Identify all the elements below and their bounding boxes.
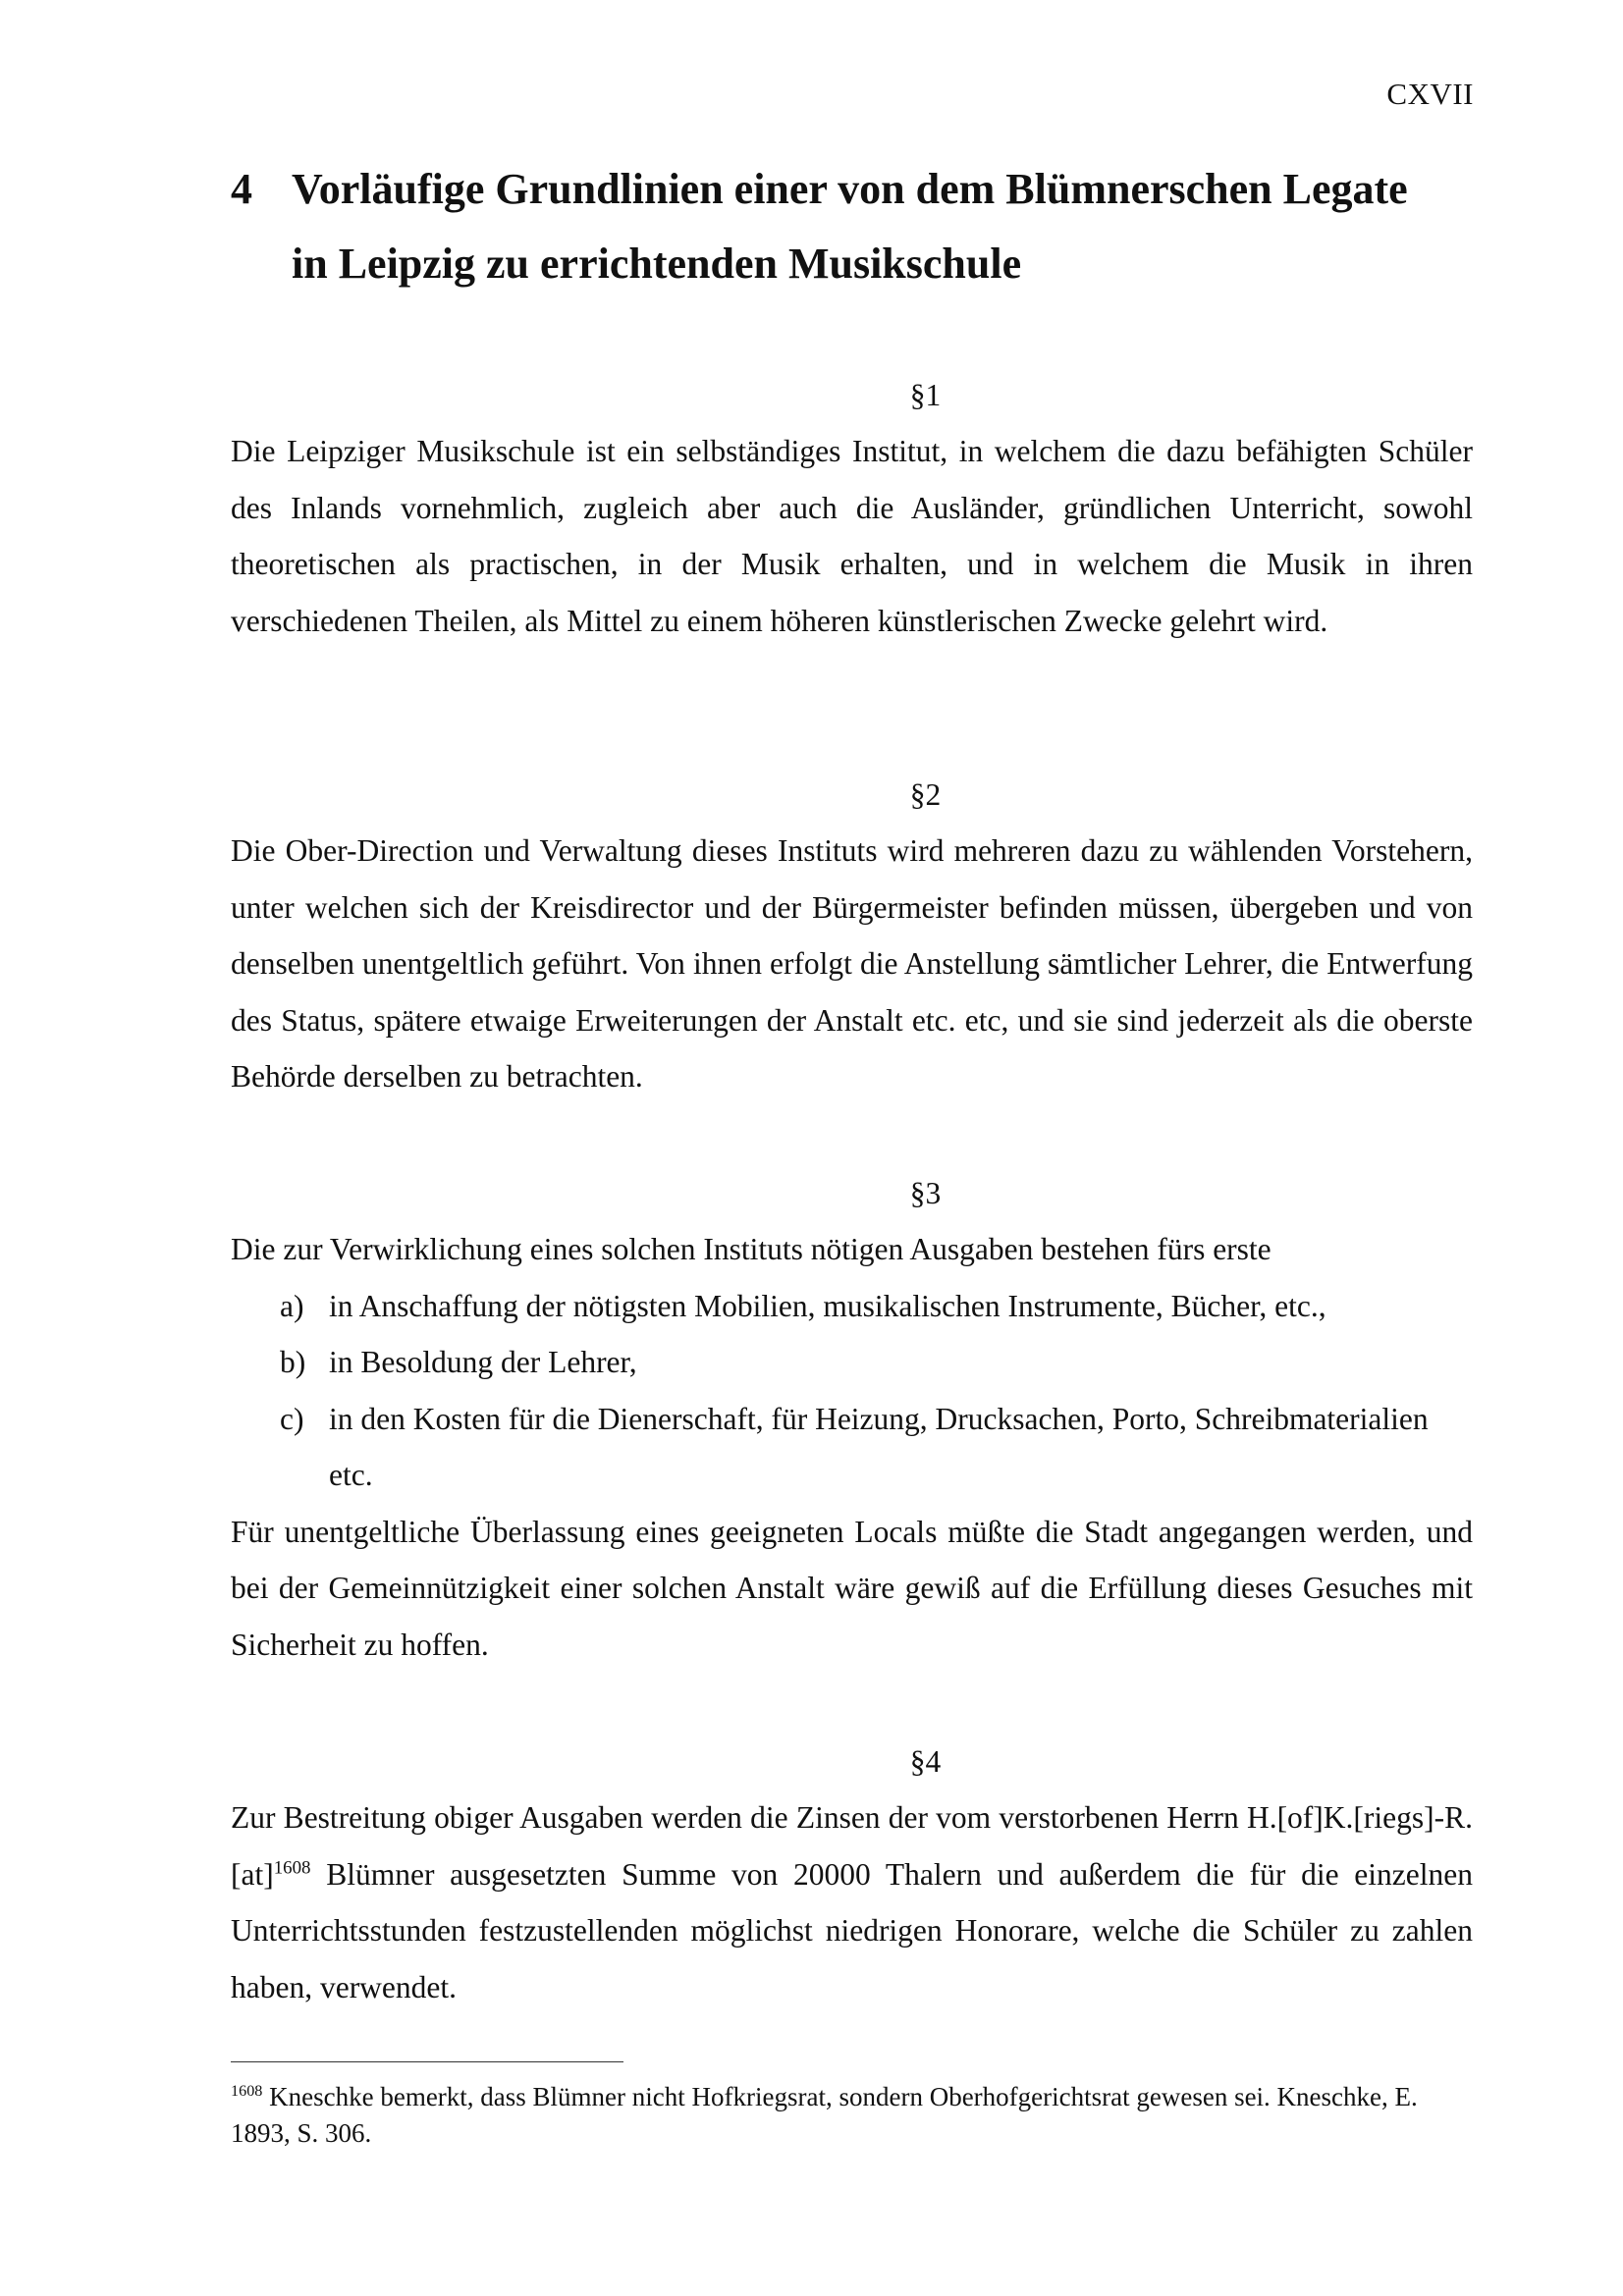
section-mark: §4 (909, 1744, 942, 1779)
chapter-heading (231, 152, 1458, 301)
footnote-number: 1608 (231, 2082, 263, 2100)
list-item (231, 1334, 1473, 1391)
section-text: Die Leipziger Musikschule ist ein selbständiges Institut, in welchem die dazu befähigten Schüler des Inlands vornehmlich, zugleich aber auch die Ausländer, gründlichen Unterricht, sowohl theoretischen als practischen, in der Musik erhalten, und in welchem die Musik in ihren verschiedenen Theilen, als Mittel zu einem höheren künstlerischen Zwecke gelehrt wird. (231, 434, 1473, 638)
chapter-number: 4 (231, 165, 252, 213)
section-4 (231, 1734, 1473, 2015)
list-item (231, 1278, 1473, 1335)
list-marker: a) (280, 1288, 304, 1323)
chapter-title-line-1: Vorläufige Grundlinien einer von dem Blümnerschen Legate (292, 165, 1408, 213)
section-3 (231, 1165, 1473, 1673)
section-text (231, 1789, 1473, 2015)
section-mark: §1 (909, 378, 942, 412)
section-text: Die Ober-Direction und Verwaltung dieses Instituts wird mehreren dazu zu wählenden Vorstehern, unter welchen sich der Kreisdirector und der Bürgermeister befinden müssen, übergeben und von denselben unentgeltlich geführt. Von ihnen erfolgt die Anstellung sämtlicher Lehrer, die Entwerfung des Status, spätere etwaige Erweiterungen der Anstalt etc. etc, und sie sind jederzeit als die oberste Behörde derselben zu betrachten. (231, 833, 1473, 1094)
section-text-part-2: Blümner ausgesetzten Summe von 20000 Thalern und außerdem die für die einzelnen Unterrichtsstunden festzustellenden möglichst niedrigen Honorare, welche die Schüler zu zahlen haben, verwendet. (231, 1856, 1473, 2004)
expense-list (231, 1278, 1473, 1504)
section-mark: §2 (909, 777, 942, 812)
list-item-text: in Anschaffung der nötigsten Mobilien, musikalischen Instrumente, Bücher, etc., (329, 1288, 1326, 1323)
footnote (231, 2079, 1473, 2152)
chapter-title-line-2: in Leipzig zu errichtenden Musikschule (292, 240, 1022, 288)
list-marker: c) (280, 1401, 304, 1436)
section-closing: Für unentgeltliche Überlassung eines geeigneten Locals müßte die Stadt angegangen werden, und bei der Gemeinnützigkeit einer solchen Anstalt wäre gewiß auf die Erfüllung dieses Gesuches mit Sicherheit zu hoffen. (231, 1514, 1473, 1662)
section-mark: §3 (909, 1176, 942, 1210)
section-2 (231, 767, 1473, 1105)
page-number: CXVII (1386, 77, 1474, 111)
list-item-text: in Besoldung der Lehrer, (329, 1345, 637, 1379)
footnote-reference[interactable]: 1608 (273, 1857, 311, 1878)
section-intro: Die zur Verwirklichung eines solchen Instituts nötigen Ausgaben bestehen fürs erste (231, 1232, 1271, 1266)
list-item (231, 1391, 1473, 1504)
footnote-divider (231, 2061, 623, 2062)
section-text-part-1: Zur Bestreitung obiger Ausgaben werden die Zinsen der vom verstorbenen Herrn H.[of]K.[riegs]-R.[at] (231, 1800, 1473, 1892)
list-item-text: in den Kosten für die Dienerschaft, für Heizung, Drucksachen, Porto, Schreibmaterialien etc. (329, 1401, 1429, 1492)
footnote-text: Kneschke bemerkt, dass Blümner nicht Hofkriegsrat, sondern Oberhofgerichtsrat gewesen sei. Kneschke, E. 1893, S. 306. (231, 2082, 1418, 2148)
section-1 (231, 367, 1473, 649)
list-marker: b) (280, 1345, 306, 1379)
